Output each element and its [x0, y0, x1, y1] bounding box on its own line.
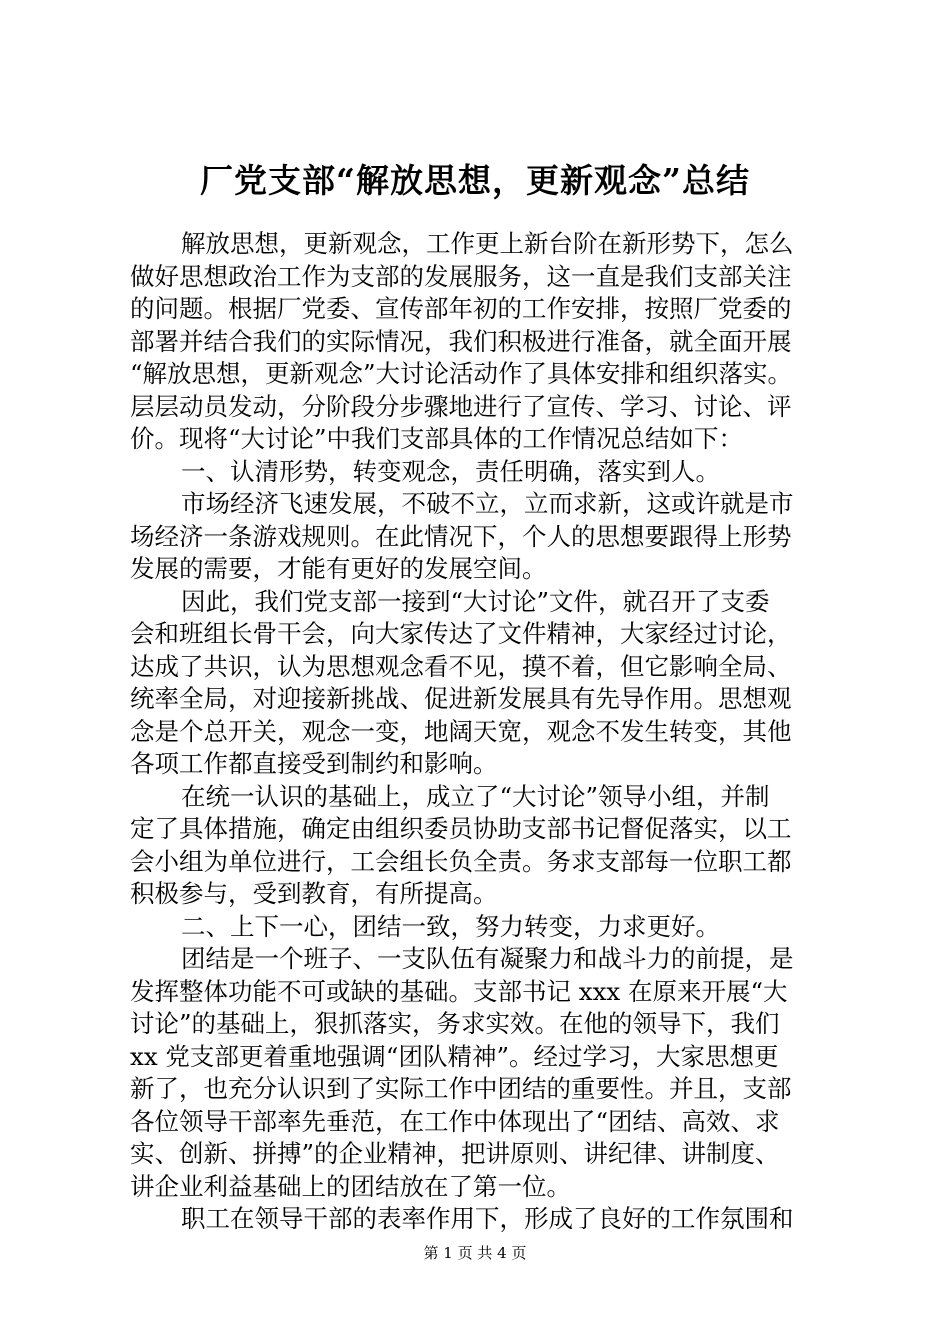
body-text-line: 做好思想政治工作为支部的发展服务，这一直是我们支部关注 [130, 261, 792, 291]
body-text-line: 各项工作都直接受到制约和影响。 [130, 749, 498, 778]
body-text-line: 场经济一条游戏规则。在此情况下，个人的思想要跟得上形势 [130, 521, 792, 551]
body-text-line: 实、创新、拼搏”的企业精神，把讲原则、讲纪律、讲制度、 [130, 1139, 780, 1168]
body-text-line: 会小组为单位进行，工会组长负全责。务求支部每一位职工都 [130, 846, 792, 876]
page-footer: 第 1 页 共 4 页 [423, 1244, 527, 1262]
body-text-line: 的问题。根据厂党委、宣传部年初的工作安排，按照厂党委的 [130, 294, 792, 323]
document-body [130, 228, 830, 1236]
body-text-line: 价。现将“大讨论”中我们支部具体的工作情况总结如下： [130, 424, 744, 453]
body-text-line: 积极参与，受到教育，有所提高。 [130, 879, 498, 908]
body-text-line: 因此，我们党支部一接到“大讨论”文件，就召开了支委 [181, 586, 770, 616]
body-text-line: 一、认清形势，转变观念，责任明确，落实到人。 [181, 456, 720, 486]
body-text-line: 层层动员发动，分阶段分步骤地进行了宣传、学习、讨论、评 [130, 391, 792, 421]
body-text-line: 念是个总开关，观念一变，地阔天宽，观念不发生转变，其他 [130, 716, 792, 746]
body-text-line: 发展的需要，才能有更好的发展空间。 [130, 554, 547, 583]
body-text-line: 部署并结合我们的实际情况，我们积极进行准备，就全面开展 [130, 326, 792, 356]
body-text-line: 新了，也充分认识到了实际工作中团结的重要性。并且，支部 [130, 1074, 792, 1103]
body-text-line: 市场经济飞速发展，不破不立，立而求新，这或许就是市 [181, 489, 794, 518]
body-text-line: 各位领导干部率先垂范，在工作中体现出了“团结、高效、求 [130, 1106, 780, 1136]
body-text-line: 职工在领导干部的表率作用下，形成了良好的工作氛围和 [181, 1204, 794, 1233]
body-text-line: “解放思想，更新观念”大讨论活动作了具体安排和组织落实。 [130, 359, 793, 388]
body-text-line: 讨论”的基础上，狠抓落实，务求实效。在他的领导下，我们 [130, 1009, 780, 1038]
document-title: 厂党支部“解放思想，更新观念”总结 [200, 161, 750, 200]
body-text-line: 统率全局，对迎接新挑战、促进新发展具有先导作用。思想观 [130, 684, 792, 713]
body-text-line: 定了具体措施，确定由组织委员协助支部书记督促落实，以工 [130, 814, 792, 843]
body-text-line: 发挥整体功能不可或缺的基础。支部书记 xxx 在原来开展“大 [130, 976, 788, 1006]
body-text-line: 二、上下一心，团结一致，努力转变，力求更好。 [181, 911, 720, 941]
body-text-line: 会和班组长骨干会，向大家传达了文件精神，大家经过讨论， [130, 619, 792, 648]
body-text-line: 讲企业利益基础上的团结放在了第一位。 [130, 1171, 571, 1201]
body-text-line: 解放思想，更新观念，工作更上新台阶在新形势下，怎么 [181, 229, 794, 258]
body-text-line: 在统一认识的基础上，成立了“大讨论”领导小组，并制 [181, 781, 770, 811]
body-text-line: 团结是一个班子、一支队伍有凝聚力和战斗力的前提，是 [181, 944, 794, 973]
body-text-line: 达成了共识，认为思想观念看不见，摸不着，但它影响全局、 [130, 651, 792, 681]
body-text-line: xx 党支部更着重地强调“团队精神”。经过学习，大家思想更 [130, 1041, 779, 1071]
